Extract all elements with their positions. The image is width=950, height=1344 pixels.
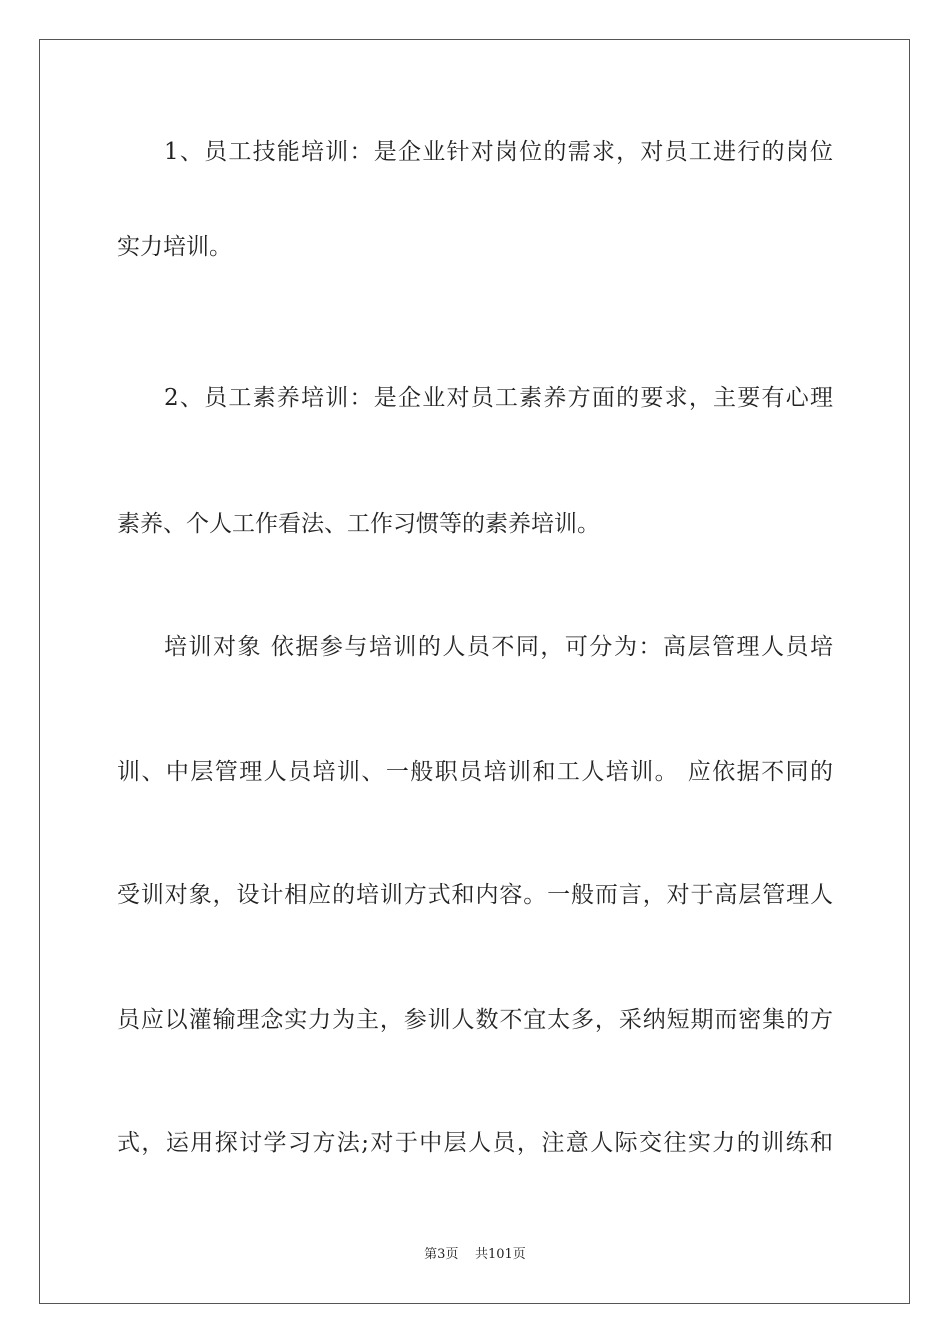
paragraph-line: 式，运用探讨学习方法;对于中层人员，注意人际交往实力的训练和 [117,1130,833,1156]
page-border [39,39,910,1304]
paragraph-line: 2、员工素养培训：是企业对员工素养方面的要求，主要有心理 [164,385,833,411]
paragraph-line: 素养、个人工作看法、工作习惯等的素养培训。 [117,511,600,537]
page-number: 第3页 [424,1247,459,1262]
paragraph-line: 员应以灌输理念实力为主，参训人数不宜太多，采纳短期而密集的方 [117,1007,833,1033]
paragraph-line: 1、员工技能培训：是企业针对岗位的需求，对员工进行的岗位 [164,139,833,165]
paragraph-line: 培训对象 依据参与培训的人员不同，可分为：高层管理人员培 [164,634,833,660]
paragraph-line: 受训对象，设计相应的培训方式和内容。一般而言，对于高层管理人 [117,882,833,908]
page-total: 共101页 [474,1247,526,1262]
paragraph-line: 实力培训。 [117,234,232,260]
paragraph-line: 训、中层管理人员培训、一般职员培训和工人培训。 应依据不同的 [117,759,833,785]
page-footer [0,1246,950,1264]
